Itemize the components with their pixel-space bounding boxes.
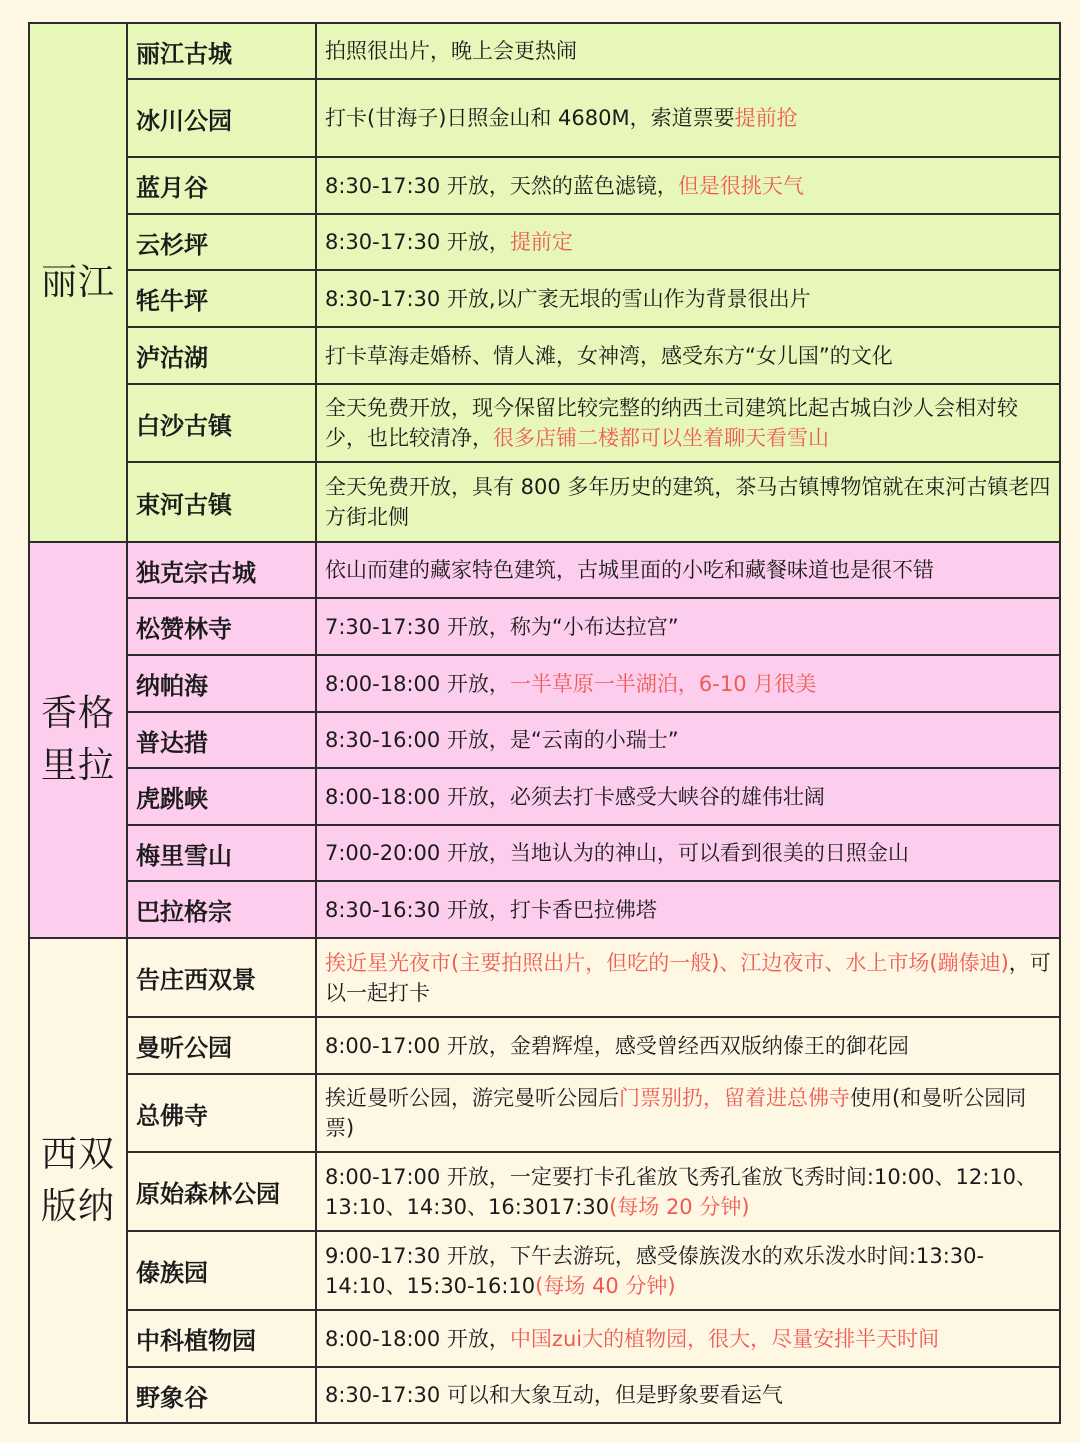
travel-guide-table [28, 22, 1061, 1424]
highlight-text: 挨近星光夜市(主要拍照出片，但吃的一般)、江边夜市、水上市场(蹦傣迪) [325, 950, 1009, 975]
spot-description [316, 1367, 1060, 1423]
spot-description [316, 79, 1060, 157]
highlight-text: 提前抢 [734, 106, 798, 130]
description-text: 依山而建的藏家特色建筑，古城里面的小吃和藏餐味道也是很不错 [325, 558, 934, 582]
spot-name: 原始森林公园 [127, 1152, 316, 1231]
spot-description [316, 768, 1060, 825]
spot-description [316, 1152, 1060, 1231]
description-text: 打卡(甘海子)日照金山和 4680M，索道票要 [325, 106, 735, 130]
spot-description [316, 214, 1060, 270]
region-cell-xsbn [29, 938, 127, 1423]
description-text: 使用(和曼听公园同票) [325, 1086, 1027, 1140]
highlight-text: 提前定 [509, 230, 573, 254]
region-name: 丽江 [40, 261, 115, 303]
highlight-text: 门票别扔，留着进总佛寺 [619, 1086, 850, 1110]
spot-description [316, 384, 1060, 462]
table-row [29, 1310, 1060, 1367]
table-row [29, 1231, 1060, 1310]
spot-description [316, 270, 1060, 327]
description-text: 8:30-16:00 开放，是“云南的小瑞士” [325, 728, 679, 752]
spot-name: 傣族园 [127, 1231, 316, 1310]
highlight-text: (每场 40 分钟) [535, 1273, 676, 1298]
spot-description [316, 938, 1060, 1017]
spot-name: 白沙古镇 [127, 384, 316, 462]
description-text: 挨近曼听公园，游完曼听公园后 [325, 1086, 619, 1110]
highlight-text: (每场 20 分钟) [609, 1194, 750, 1219]
spot-name: 普达措 [127, 712, 316, 768]
table-row [29, 655, 1060, 712]
spot-name: 云杉坪 [127, 214, 316, 270]
spot-name: 梅里雪山 [127, 825, 316, 881]
spot-name: 松赞林寺 [127, 598, 316, 655]
table-row [29, 384, 1060, 462]
description-text: 7:30-17:30 开放，称为“小布达拉宫” [325, 614, 679, 639]
description-text: 9:00-17:30 开放，下午去游玩，感受傣族泼水的欢乐泼水时间:13:30-14:10、15:30-16:10 [325, 1243, 985, 1298]
spot-name: 冰川公园 [127, 79, 316, 157]
spot-name: 告庄西双景 [127, 938, 316, 1017]
description-text: 8:30-17:30 开放,以广袤无垠的雪山作为背景很出片 [325, 286, 811, 311]
spot-description [316, 462, 1060, 542]
spot-name: 泸沽湖 [127, 327, 316, 384]
table-row [29, 79, 1060, 157]
spot-description [316, 825, 1060, 881]
spot-name: 蓝月谷 [127, 157, 316, 214]
spot-description [316, 1231, 1060, 1310]
table-row [29, 825, 1060, 881]
table-row [29, 214, 1060, 270]
highlight-text: 很多店铺二楼都可以坐着聊天看雪山 [493, 426, 829, 450]
highlight-text: 中国zui大的植物园，很大，尽量安排半天时间 [509, 1326, 940, 1351]
spot-name: 总佛寺 [127, 1074, 316, 1152]
spot-description [316, 23, 1060, 79]
spot-name: 纳帕海 [127, 655, 316, 712]
spot-description [316, 598, 1060, 655]
table-row [29, 598, 1060, 655]
table-row [29, 270, 1060, 327]
spot-name: 曼听公园 [127, 1017, 316, 1074]
table-row [29, 768, 1060, 825]
spot-name: 丽江古城 [127, 23, 316, 79]
description-text: 8:30-17:30 开放，天然的蓝色滤镜， [325, 173, 678, 198]
region-cell-lijiang [29, 23, 127, 542]
region-cell-shangri [29, 542, 127, 938]
description-text: 7:00-20:00 开放，当地认为的神山，可以看到很美的日照金山 [325, 841, 909, 865]
spot-description [316, 327, 1060, 384]
spot-description [316, 881, 1060, 938]
description-text: 8:30-16:30 开放，打卡香巴拉佛塔 [325, 897, 657, 922]
table-row [29, 1152, 1060, 1231]
spot-name: 野象谷 [127, 1367, 316, 1423]
description-text: 8:00-18:00 开放，必须去打卡感受大峡谷的雄伟壮阔 [325, 784, 825, 809]
description-text: 全天免费开放，现今保留比较完整的纳西土司建筑比起古城白沙人会相对较少，也比较清净， [325, 396, 1018, 450]
description-text: 拍照很出片，晚上会更热闹 [325, 39, 577, 63]
spot-description [316, 1074, 1060, 1152]
table-row [29, 1367, 1060, 1423]
table-row [29, 712, 1060, 768]
description-text: 全天免费开放，具有 800 多年历史的建筑，茶马古镇博物馆就在束河古镇老四方街北侧 [325, 475, 1051, 529]
spot-description [316, 542, 1060, 598]
spot-description [316, 1310, 1060, 1367]
spot-description [316, 655, 1060, 712]
spot-name: 牦牛坪 [127, 270, 316, 327]
region-name: 香格里拉 [40, 693, 115, 786]
table-row [29, 881, 1060, 938]
region-name: 西双版纳 [40, 1133, 115, 1227]
description-text: 打卡草海走婚桥、情人滩，女神湾，感受东方“女儿国”的文化 [325, 343, 893, 368]
description-text: 8:00-17:00 开放，金碧辉煌，感受曾经西双版纳傣王的御花园 [325, 1033, 909, 1058]
spot-name: 束河古镇 [127, 462, 316, 542]
spot-name: 虎跳峡 [127, 768, 316, 825]
table-row [29, 1017, 1060, 1074]
spot-name: 中科植物园 [127, 1310, 316, 1367]
table-row [29, 23, 1060, 79]
table-row [29, 542, 1060, 598]
highlight-text: 但是很挑天气 [677, 173, 804, 198]
spot-name: 巴拉格宗 [127, 881, 316, 938]
spot-description [316, 712, 1060, 768]
table-row [29, 938, 1060, 1017]
spot-description [316, 157, 1060, 214]
table-row [29, 327, 1060, 384]
description-text: ，可以一起打卡 [325, 950, 1051, 1005]
spot-description [316, 1017, 1060, 1074]
description-text: 8:00-18:00 开放， [325, 671, 510, 696]
table-row [29, 1074, 1060, 1152]
description-text: 8:30-17:30 开放， [325, 230, 510, 254]
table-row [29, 462, 1060, 542]
description-text: 8:30-17:30 可以和大象互动，但是野象要看运气 [325, 1383, 783, 1407]
spot-name: 独克宗古城 [127, 542, 316, 598]
description-text: 8:00-18:00 开放， [325, 1326, 510, 1351]
table-row [29, 157, 1060, 214]
highlight-text: 一半草原一半湖泊，6-10 月很美 [509, 671, 817, 696]
description-text: 8:00-17:00 开放，一定要打卡孔雀放飞秀孔雀放飞秀时间:10:00、12:10、13:10、14:30、16:3017:30 [325, 1164, 1038, 1219]
